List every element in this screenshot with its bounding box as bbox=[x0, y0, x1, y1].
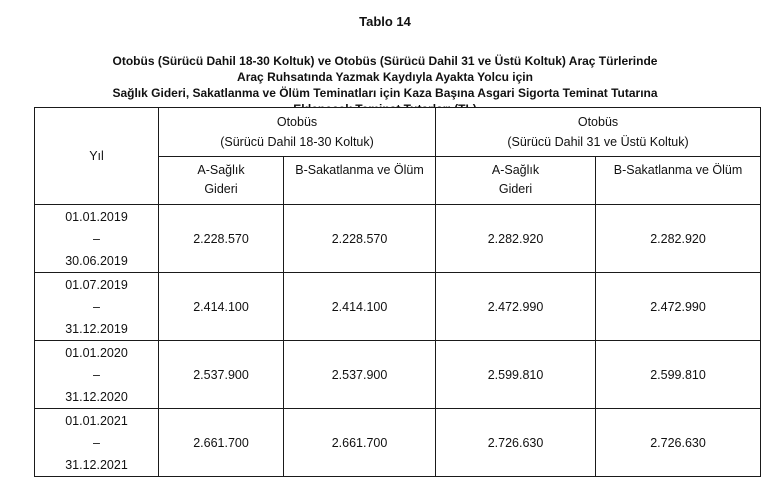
amount-g1-health: 2.537.900 bbox=[159, 341, 284, 409]
amount-g2-health: 2.282.920 bbox=[436, 205, 596, 273]
coverage-table bbox=[34, 107, 761, 477]
period-end: 31.12.2020 bbox=[65, 389, 128, 404]
table-row bbox=[35, 205, 761, 273]
col-header-g1-health bbox=[159, 157, 284, 205]
period-end: 31.12.2019 bbox=[65, 321, 128, 336]
amount-g1-health: 2.661.700 bbox=[159, 409, 284, 477]
col-header-g2-health bbox=[436, 157, 596, 205]
period-dash: – bbox=[93, 299, 100, 314]
table-row bbox=[35, 409, 761, 477]
subtitle-line-2: Araç Ruhsatında Yazmak Kaydıyla Ayakta Yolcu için bbox=[237, 70, 533, 84]
amount-g2-health: 2.726.630 bbox=[436, 409, 596, 477]
amount-g2-disability-death: 2.282.920 bbox=[596, 205, 761, 273]
period-end: 31.12.2021 bbox=[65, 457, 128, 472]
period-cell bbox=[35, 205, 159, 273]
col-header-g1-disability-death: B-Sakatlanma ve Ölüm bbox=[284, 157, 436, 205]
col-header-g2-health-line1: A-Sağlık bbox=[491, 163, 540, 177]
group-header-31-plus bbox=[436, 108, 761, 157]
period-start: 01.07.2019 bbox=[65, 277, 128, 292]
period-dash: – bbox=[93, 231, 100, 246]
amount-g2-disability-death: 2.726.630 bbox=[596, 409, 761, 477]
subtitle-line-3: Sağlık Gideri, Sakatlanma ve Ölüm Teminatları için Kaza Başına Asgari Sigorta Teminat Tutarına bbox=[112, 86, 658, 100]
period-cell bbox=[35, 273, 159, 341]
period-cell bbox=[35, 409, 159, 477]
period-start: 01.01.2019 bbox=[65, 209, 128, 224]
group1-subtitle: (Sürücü Dahil 18-30 Koltuk) bbox=[220, 135, 374, 149]
period-start: 01.01.2020 bbox=[65, 345, 128, 360]
amount-g1-health: 2.414.100 bbox=[159, 273, 284, 341]
period-cell bbox=[35, 341, 159, 409]
period-start: 01.01.2021 bbox=[65, 413, 128, 428]
group2-title: Otobüs bbox=[577, 115, 619, 129]
col-header-g2-disability-death: B-Sakatlanma ve Ölüm bbox=[596, 157, 761, 205]
amount-g2-disability-death: 2.472.990 bbox=[596, 273, 761, 341]
period-dash: – bbox=[93, 367, 100, 382]
period-dash: – bbox=[93, 435, 100, 450]
amount-g2-health: 2.599.810 bbox=[436, 341, 596, 409]
amount-g1-disability-death: 2.661.700 bbox=[284, 409, 436, 477]
page-title: Tablo 14 bbox=[359, 14, 411, 29]
amount-g1-disability-death: 2.414.100 bbox=[284, 273, 436, 341]
table-row bbox=[35, 341, 761, 409]
amount-g1-health: 2.228.570 bbox=[159, 205, 284, 273]
amount-g1-disability-death: 2.537.900 bbox=[284, 341, 436, 409]
table-group-header-row bbox=[35, 108, 761, 157]
period-end: 30.06.2019 bbox=[65, 253, 128, 268]
amount-g2-disability-death: 2.599.810 bbox=[596, 341, 761, 409]
col-header-g1-health-line1: A-Sağlık bbox=[197, 163, 245, 177]
subtitle-line-1: Otobüs (Sürücü Dahil 18-30 Koltuk) ve Otobüs (Sürücü Dahil 31 ve Üstü Koltuk) Araç Türlerinde bbox=[112, 54, 658, 68]
col-header-g2-health-line2: Gideri bbox=[498, 182, 533, 196]
table-row bbox=[35, 273, 761, 341]
group1-title: Otobüs bbox=[276, 115, 318, 129]
amount-g2-health: 2.472.990 bbox=[436, 273, 596, 341]
col-header-g1-health-line2: Gideri bbox=[204, 182, 238, 196]
year-column-header: Yıl bbox=[35, 108, 159, 205]
amount-g1-disability-death: 2.228.570 bbox=[284, 205, 436, 273]
group-header-18-30 bbox=[159, 108, 436, 157]
group2-subtitle: (Sürücü Dahil 31 ve Üstü Koltuk) bbox=[507, 135, 689, 149]
